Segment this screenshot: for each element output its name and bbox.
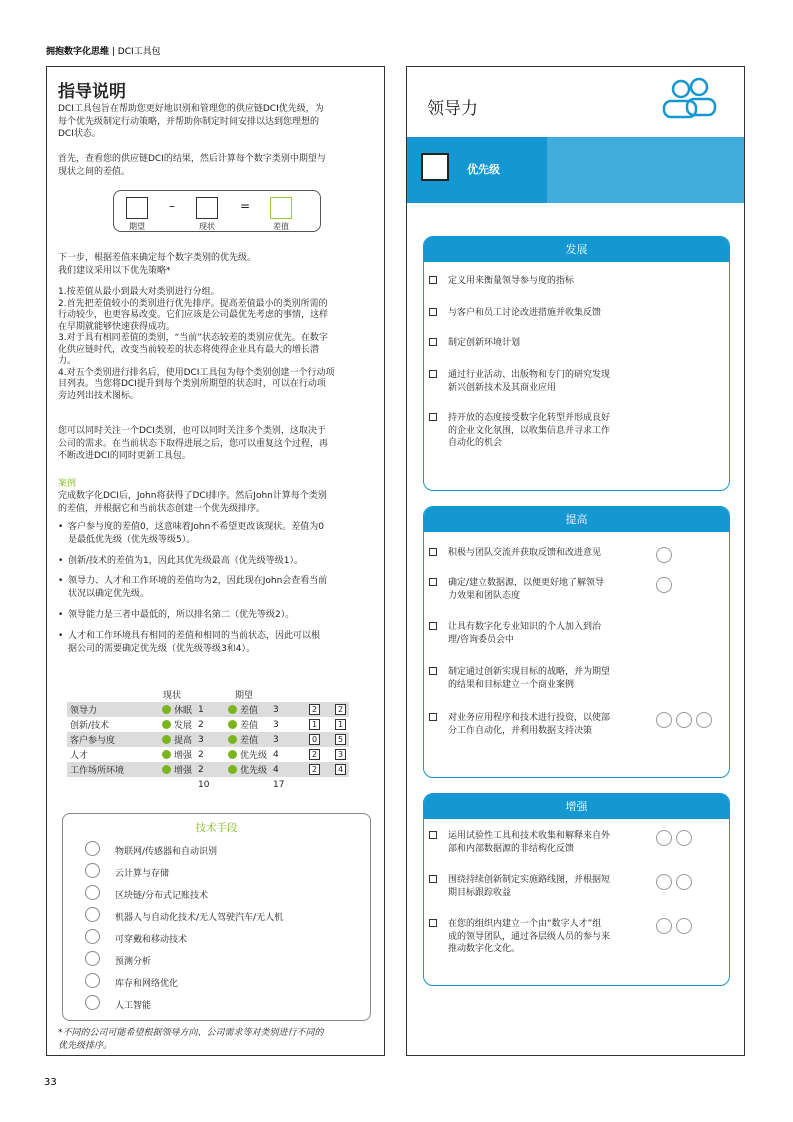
- table-row: [67, 732, 349, 747]
- tech-item-label: 云计算与存储: [115, 869, 170, 879]
- priority-rules: [58, 287, 376, 402]
- target-state-label: 差值: [240, 706, 259, 716]
- action-text: 理/咨询委员会中: [448, 634, 515, 645]
- iot-sensor-icon: [656, 712, 672, 728]
- checkbox[interactable]: [429, 308, 437, 316]
- current-state-label: 提高: [174, 736, 193, 746]
- checkbox[interactable]: [429, 875, 437, 883]
- target-label: 期望: [129, 222, 145, 231]
- category-cell: 客户参与度: [67, 732, 159, 747]
- green-dot-icon: [228, 720, 237, 729]
- green-dot-icon: [228, 750, 237, 759]
- tech-item-label: 可穿戴和移动技术: [115, 935, 188, 945]
- footnote-line: *不同的公司可能希望根据领导方向、公司需求等对类别进行不同的: [58, 1028, 324, 1038]
- analytics-icon: [676, 874, 692, 890]
- footnote: [58, 1027, 376, 1052]
- action-text: 的企业文化氛围，以收集信息并寻求工作: [448, 425, 611, 436]
- intro-paragraph: [58, 103, 376, 141]
- table-row: [67, 762, 349, 777]
- gap-value: 2: [309, 749, 320, 760]
- target-state-label: 优先级: [240, 751, 268, 761]
- action-text: 推动数字化文化。: [448, 944, 521, 954]
- case-heading: 案例: [58, 479, 77, 489]
- green-dot-icon: [228, 765, 237, 774]
- target-total: 17: [273, 779, 285, 790]
- ai-brain-icon: [85, 995, 100, 1010]
- develop-card: [423, 236, 730, 491]
- page-number: 33: [44, 1077, 57, 1088]
- checkbox[interactable]: [429, 338, 437, 346]
- current-label: 现状: [199, 222, 215, 231]
- para3-line: 公司的需求。在当前状态下取得进展之后，您可以重复这个过程，再: [58, 438, 329, 449]
- gap-value: 1: [309, 719, 320, 730]
- category-cell: 创新/技术: [70, 721, 110, 731]
- tech-item-label: 机器人与自动化技术/无人驾驶汽车/无人机: [115, 913, 284, 923]
- analytics-icon: [656, 918, 672, 934]
- action-text: 新兴创新技术及其商业应用: [448, 382, 557, 393]
- checkbox[interactable]: [429, 831, 437, 839]
- para3-line: 您可以同时关注一个DCI类别，也可以同时关注多个类别，这取决于: [58, 426, 326, 436]
- step1-paragraph: [58, 153, 376, 178]
- action-text: 通过行业活动、出版物和专门的研究发现: [448, 370, 611, 380]
- step2-line: 我们建议采用以下优先策略*: [58, 265, 171, 276]
- case-intro-line: 的差值，并根据它和当前状态创建一个优先级排序。: [58, 503, 266, 514]
- band-pattern: [547, 137, 744, 203]
- priority-value: 1: [335, 719, 346, 730]
- table-row: [67, 747, 349, 762]
- target-value: 3: [270, 732, 306, 747]
- case-bullet: [58, 575, 376, 600]
- priority-value: 5: [335, 734, 346, 745]
- action-text: 定义用来衡量领导参与度的指标: [448, 276, 575, 286]
- target-state-label: 差值: [240, 736, 259, 746]
- action-text: 制定通过创新实现目标的战略，并为期望: [448, 667, 611, 677]
- action-text: 围绕持续创新制定实施路线图，并根据短: [448, 875, 611, 885]
- current-box: [196, 197, 218, 219]
- case-intro: [58, 490, 376, 515]
- action-text: 积极与团队交流并获取反馈和改进意见: [448, 548, 602, 558]
- current-value: 3: [195, 732, 225, 747]
- tech-item-label: 库存和网络优化: [115, 979, 179, 989]
- current-value: 2: [198, 749, 204, 760]
- enhance-card: [423, 793, 730, 986]
- gap-formula: [113, 190, 321, 232]
- green-dot-icon: [162, 705, 171, 714]
- tech-item-label: 区块链/分布式记账技术: [115, 891, 209, 901]
- current-total: 10: [198, 779, 210, 790]
- action-text: 持开放的态度接受数字化转型并形成良好: [448, 413, 611, 423]
- action-text: 自动化的机会: [448, 438, 503, 448]
- ai-brain-icon: [696, 712, 712, 728]
- current-value: 1: [195, 702, 225, 717]
- priority-table: [67, 687, 349, 792]
- rule-line: 行动较少，也更容易改变。它们应该是公司最优先考虑的事情，这样: [58, 310, 329, 320]
- action-text: 分工作自动化，并利用数据支持决策: [448, 725, 593, 736]
- case-bullet-line: • 客户参与度的差值0，这意味着John不希望更改该现状。差值为0: [68, 522, 325, 532]
- action-text: 确定/建立数据源，以便更好地了解领导: [448, 578, 605, 588]
- action-text: 对业务应用程序和技术进行投资，以使部: [448, 713, 611, 723]
- case-bullet-line: • 创新/技术的差值为1，因此其优先级最高（优先级等级1）。: [68, 556, 303, 566]
- cloud-icon: [85, 863, 100, 878]
- action-text: 制定创新环境计划: [448, 338, 521, 348]
- category-cell: 领导力: [67, 702, 159, 717]
- green-dot-icon: [228, 705, 237, 714]
- rule-line: 3.对于具有相同差值的类别，“当前”状态较差的类别应优先。在数字: [58, 333, 328, 343]
- gap-value: 2: [309, 704, 320, 715]
- action-text: 部和内部数据源的非结构化反馈: [448, 843, 575, 854]
- green-dot-icon: [162, 765, 171, 774]
- case-bullet-line: 是最低优先级（优先级等级5）。: [68, 534, 196, 545]
- green-dot-icon: [228, 735, 237, 744]
- rule-line: 化供应链时代，改变当前较差的状态将使得企业具有最大的增长潜: [58, 344, 320, 355]
- case-bullet: [58, 609, 376, 622]
- header-separator: |: [109, 47, 118, 57]
- current-value: 2: [198, 719, 204, 730]
- tech-item-label: 人工智能: [115, 1001, 152, 1011]
- target-value: 3: [273, 719, 279, 730]
- case-bullet-line: • 领导能力是三者中最低的，所以排名第二（优先等级2）。: [68, 610, 295, 620]
- col-target-header: 期望: [235, 691, 254, 701]
- wearable-icon: [85, 929, 100, 944]
- action-text: 运用试验性工具和技术收集和解释来自外: [448, 831, 611, 841]
- cloud-icon: [656, 577, 672, 593]
- cloud-icon: [656, 547, 672, 563]
- leadership-title: 领导力: [427, 99, 478, 119]
- green-dot-icon: [162, 735, 171, 744]
- gap-box: [270, 197, 292, 219]
- tech-item-label: 物联网/传感器和自动识别: [115, 847, 218, 857]
- target-box: [126, 197, 148, 219]
- gap-value: 0: [309, 734, 320, 745]
- priority-band: [407, 137, 744, 203]
- col-current-header: 现状: [163, 691, 182, 701]
- network-icon: [85, 973, 100, 988]
- action-text: 在您的组织内建立一个由“数字人才”组: [448, 919, 602, 929]
- gap-value: 2: [309, 764, 320, 775]
- iot-sensor-icon: [85, 841, 100, 856]
- checkbox[interactable]: [429, 276, 437, 284]
- gap-label: 差值: [273, 222, 289, 231]
- target-state-label: 优先级: [240, 766, 268, 776]
- cloud-icon: [676, 712, 692, 728]
- table-row: [67, 702, 349, 717]
- category-cell: 人才: [70, 751, 89, 761]
- intro-line: 每个优先级制定行动策略，并帮助你制定时间安排以达到您理想的: [58, 116, 320, 127]
- leadership-panel: [406, 66, 745, 1056]
- case-bullet: [58, 521, 376, 546]
- people-icon: [661, 77, 717, 121]
- current-state-label: 休眠: [174, 706, 193, 716]
- minus-sign: –: [169, 199, 175, 213]
- network-icon: [676, 830, 692, 846]
- analytics-icon: [85, 951, 100, 966]
- action-text: 让具有数字化专业知识的个人加入到治: [448, 622, 602, 632]
- green-dot-icon: [162, 720, 171, 729]
- footnote-line: 优先级排序。: [58, 1040, 113, 1051]
- case-intro-line: 完成数字化DCI后，John将获得了DCI排序。然后John计算每个类别: [58, 491, 327, 501]
- checkbox[interactable]: [429, 667, 437, 675]
- rule-line: 1.按差值从最小到最大对类别进行分组。: [58, 287, 220, 297]
- card-title: 增强: [424, 794, 729, 819]
- technology-legend: [62, 813, 371, 1021]
- priority-value: 4: [335, 764, 346, 775]
- action-text: 与客户和员工讨论改进措施并收集反馈: [448, 308, 602, 318]
- improve-card: [423, 506, 730, 778]
- intro-line: DCI状态。: [58, 129, 101, 139]
- step1-line: 现状之间的差值。: [58, 166, 131, 177]
- checkbox[interactable]: [429, 713, 437, 721]
- action-text: 成的领导团队，通过各层级人员的参与来: [448, 931, 611, 942]
- para3-line: 不断改进DCI的同时更新工具包。: [58, 451, 191, 461]
- current-state-label: 增强: [174, 751, 193, 761]
- robot-icon: [85, 907, 100, 922]
- step2-paragraph: [58, 252, 376, 277]
- action-text: 力效果和团队态度: [448, 590, 521, 601]
- guidance-panel: [46, 66, 385, 1056]
- card-title: 发展: [424, 237, 729, 262]
- intro-line: DCI工具包旨在帮助您更好地识别和管理您的供应链DCI优先级，为: [58, 104, 324, 114]
- checkbox[interactable]: [429, 622, 437, 630]
- checkbox[interactable]: [429, 578, 437, 586]
- step1-line: 首先，查看您的供应链DCI的结果，然后计算每个数字类别中期望与: [58, 154, 326, 164]
- step2-line: 下一步，根据差值来确定每个数字类别的优先级。: [58, 253, 257, 263]
- cloud-icon: [656, 874, 672, 890]
- rule-line: 力。: [58, 356, 77, 366]
- analytics-icon: [656, 830, 672, 846]
- target-state-label: 差值: [240, 721, 259, 731]
- priority-value: 2: [335, 704, 346, 715]
- case-bullet-line: 据公司的需要确定优先级（优先级等级3和4）。: [68, 643, 255, 654]
- tech-item-label: 预测分析: [115, 957, 152, 967]
- target-value: 4: [270, 762, 306, 777]
- case-bullet-line: 状况以确定优先级。: [68, 588, 150, 599]
- target-value: 3: [270, 702, 306, 717]
- checkbox[interactable]: [429, 548, 437, 556]
- card-title: 提高: [424, 507, 729, 532]
- current-value: 2: [195, 762, 225, 777]
- priority-label: 优先级: [467, 163, 500, 176]
- table-row: [67, 717, 349, 732]
- blockchain-icon: [85, 885, 100, 900]
- page-header: [46, 44, 161, 57]
- technology-title: 技术手段: [195, 822, 238, 834]
- header-title: DCI工具包: [117, 47, 161, 57]
- action-text: 的结果和目标建立一个商业案例: [448, 679, 575, 690]
- case-bullet: [58, 630, 376, 655]
- action-text: 期目标跟踪收益: [448, 887, 512, 898]
- checkbox[interactable]: [429, 919, 437, 927]
- priority-input-box[interactable]: [421, 153, 449, 181]
- category-cell: 工作场所环境: [67, 762, 159, 777]
- header-title-bold: 拥抱数字化思维: [46, 47, 110, 57]
- checkbox[interactable]: [429, 370, 437, 378]
- case-bullet-line: • 领导力、人才和工作环境的差值均为2，因此现在John会查看当前: [68, 576, 328, 586]
- rule-line: 旁边列出技术图标。: [58, 390, 140, 401]
- rule-line: 目列表。当您将DCI提升到每个类别所期望的状态时，可以在行动项: [58, 379, 326, 389]
- current-state-label: 发展: [174, 721, 193, 731]
- para3: [58, 425, 376, 463]
- checkbox[interactable]: [429, 413, 437, 421]
- guidance-title: 指导说明: [58, 82, 126, 102]
- network-icon: [676, 918, 692, 934]
- rule-line: 在早期就能够快速获得成功。: [58, 321, 176, 332]
- case-bullet: [58, 555, 376, 568]
- current-state-label: 增强: [174, 766, 193, 776]
- rule-line: 2.首先把差值较小的类别进行优先排序。提高差值最小的类别所需的: [58, 298, 328, 309]
- case-bullet-line: • 人才和工作环境具有相同的差值和相同的当前状态，因此可以根: [68, 631, 321, 641]
- rule-line: 4.对五个类别进行排名后，使用DCI工具包为每个类别创建一个行动项: [58, 367, 335, 378]
- priority-value: 3: [335, 749, 346, 760]
- green-dot-icon: [162, 750, 171, 759]
- target-value: 4: [273, 749, 279, 760]
- equals-sign: =: [240, 199, 251, 213]
- totals-row: [67, 777, 349, 792]
